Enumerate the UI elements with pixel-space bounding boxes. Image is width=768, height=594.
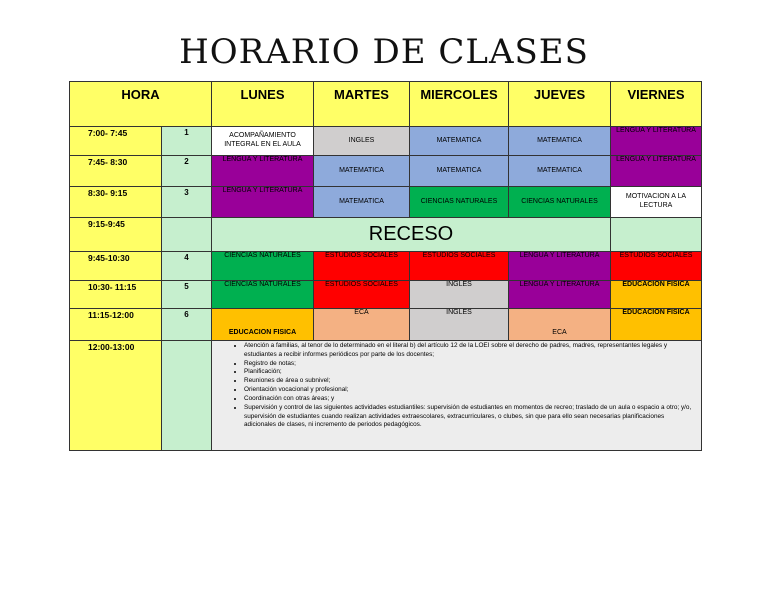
subject-cell: MATEMATICA xyxy=(314,156,410,187)
subject-cell: ESTUDIOS SOCIALES xyxy=(611,252,702,281)
subject-cell: ESTUDIOS SOCIALES xyxy=(410,252,509,281)
subject-cell: LENGUA Y LITERATURA xyxy=(212,156,314,187)
table-row xyxy=(70,252,702,281)
table-row xyxy=(70,156,702,187)
list-item: • Orientación vocacional y profesional; xyxy=(244,386,695,395)
hour-cell: 12:00-13:00 xyxy=(70,341,162,451)
hour-cell: 9:15-9:45 xyxy=(70,218,162,252)
subject-cell: MATEMATICA xyxy=(509,127,611,156)
table-row xyxy=(70,127,702,156)
header-row xyxy=(70,82,702,127)
hour-cell: 10:30- 11:15 xyxy=(70,281,162,309)
header-lunes: LUNES xyxy=(212,82,314,127)
list-item: • Reuniones de área o subnivel; xyxy=(244,377,695,386)
hour-cell: 8:30- 9:15 xyxy=(70,187,162,218)
subject-cell: INGLES xyxy=(410,281,509,309)
receso-row xyxy=(70,218,702,252)
notes-cell xyxy=(212,341,702,451)
hour-cell: 9:45-10:30 xyxy=(70,252,162,281)
notes-row xyxy=(70,341,702,451)
subject-cell: ECA xyxy=(509,309,611,341)
subject-cell: ESTUDIOS SOCIALES xyxy=(314,281,410,309)
hour-cell: 7:45- 8:30 xyxy=(70,156,162,187)
header-martes: MARTES xyxy=(314,82,410,127)
subject-cell: CIENCIAS NATURALES xyxy=(509,187,611,218)
period-number: 5 xyxy=(162,281,212,309)
subject-cell: CIENCIAS NATURALES xyxy=(410,187,509,218)
subject-cell: ACOMPAÑAMIENTO INTEGRAL EN EL AULA xyxy=(212,127,314,156)
subject-cell: LENGUA Y LITERATURA xyxy=(509,281,611,309)
subject-cell: MOTIVACION A LA LECTURA xyxy=(611,187,702,218)
subject-cell: ECA xyxy=(314,309,410,341)
subject-cell: LENGUA Y LITERATURA xyxy=(509,252,611,281)
empty-cell xyxy=(611,218,702,252)
list-item: • Atención a familias, al tenor de lo determinado en el literal b) del artículo 12 de la LOEI sobre el derecho de padres, madres, representantes legales y estudiantes a recibir informes periódicos por parte de los docentes; xyxy=(244,342,695,360)
header-viernes: VIERNES xyxy=(611,82,702,127)
period-number: 4 xyxy=(162,252,212,281)
notes-list xyxy=(226,342,695,430)
table-row xyxy=(70,309,702,341)
subject-cell: MATEMATICA xyxy=(410,156,509,187)
list-item: • Registro de notas; xyxy=(244,360,695,369)
subject-cell: LENGUA Y LITERATURA xyxy=(212,187,314,218)
subject-cell: LENGUA Y LITERATURA xyxy=(611,127,702,156)
page-title: HORARIO DE CLASES xyxy=(179,32,589,72)
header-hora: HORA xyxy=(70,82,212,127)
header-miercoles: MIERCOLES xyxy=(410,82,509,127)
receso-label: RECESO xyxy=(212,218,611,252)
empty-cell xyxy=(162,218,212,252)
subject-cell: EDUCACION FISICA xyxy=(611,309,702,341)
subject-cell: CIENCIAS NATURALES xyxy=(212,281,314,309)
list-item: • Supervisión y control de las siguientes actividades estudiantiles: supervisión de estudiantes en momentos de recreo; traslado de un aula o espacio a otro; y/o, supervisión de estudiantes cuando realizan actividades extraescolares, extracurriculares, o clubes, sin que para ello sean necesarias planificaciones adicionales de clases, ni incremento de periodos pedagógicos. xyxy=(244,404,695,430)
period-number: 1 xyxy=(162,127,212,156)
list-item: • Planificación; xyxy=(244,368,695,377)
hour-cell: 7:00- 7:45 xyxy=(70,127,162,156)
header-jueves: JUEVES xyxy=(509,82,611,127)
period-number: 3 xyxy=(162,187,212,218)
subject-cell: CIENCIAS NATURALES xyxy=(212,252,314,281)
subject-cell: EDUCACION FISICA xyxy=(611,281,702,309)
table-row xyxy=(70,281,702,309)
table-row xyxy=(70,187,702,218)
period-number: 2 xyxy=(162,156,212,187)
list-item: • Coordinación con otras áreas; y xyxy=(244,395,695,404)
subject-cell: LENGUA Y LITERATURA xyxy=(611,156,702,187)
subject-cell: MATEMATICA xyxy=(410,127,509,156)
period-number: 6 xyxy=(162,309,212,341)
subject-cell: INGLES xyxy=(314,127,410,156)
schedule-table xyxy=(69,81,702,451)
subject-cell: EDUCACION FISICA xyxy=(212,309,314,341)
subject-cell: ESTUDIOS SOCIALES xyxy=(314,252,410,281)
empty-cell xyxy=(162,341,212,451)
hour-cell: 11:15-12:00 xyxy=(70,309,162,341)
subject-cell: INGLES xyxy=(410,309,509,341)
subject-cell: MATEMATICA xyxy=(314,187,410,218)
subject-cell: MATEMATICA xyxy=(509,156,611,187)
